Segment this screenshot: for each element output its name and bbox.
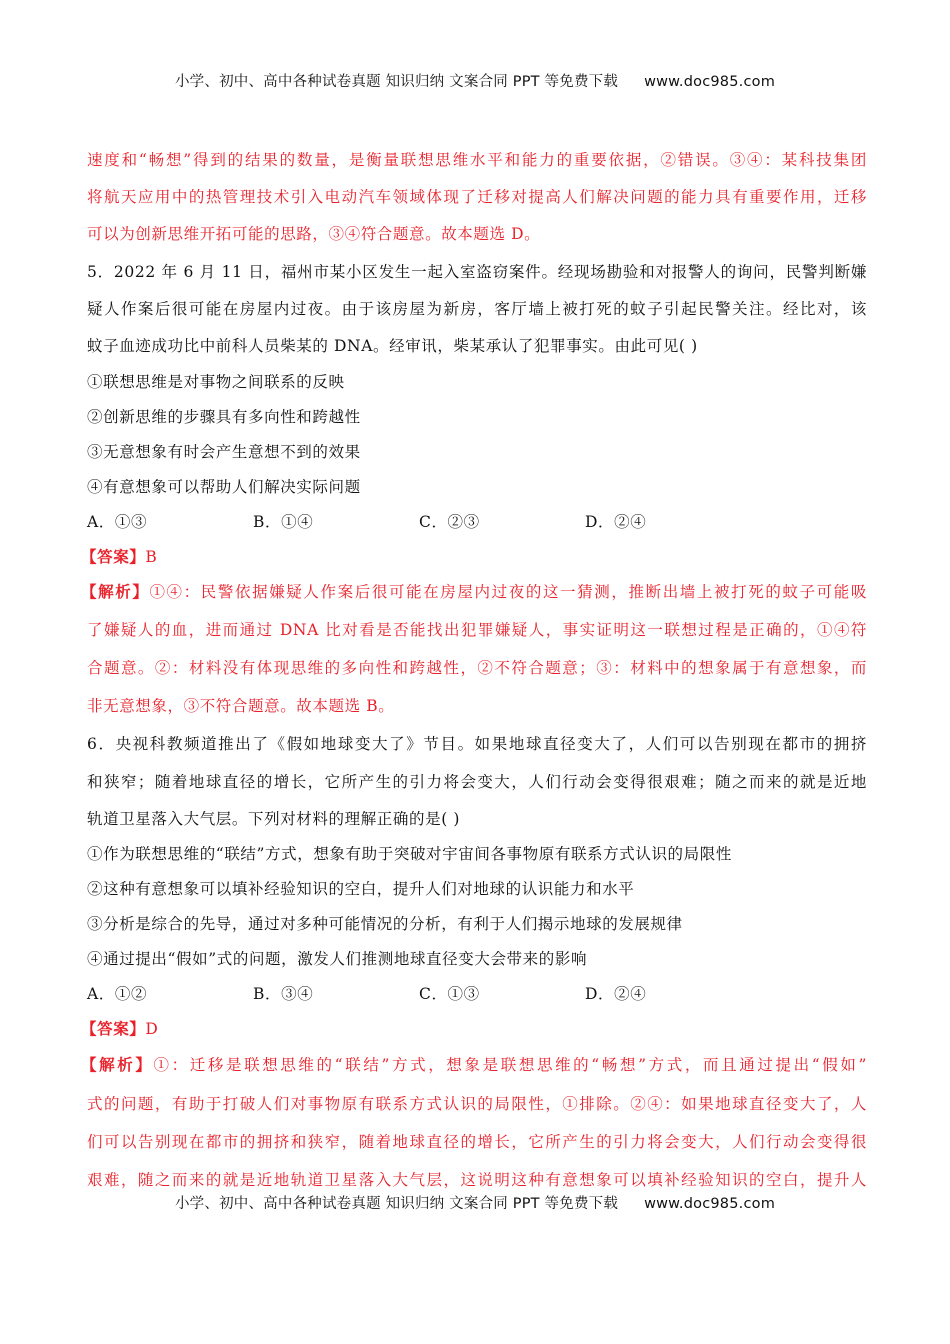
- page-footer: [0, 1192, 950, 1213]
- q6-options: [87, 982, 867, 1004]
- q6-option-c: C．①③: [419, 985, 480, 1003]
- q5-analysis-line: 合题意。②：材料没有体现思维的多向性和跨越性，②不符合题意；③：材料中的想象属于有意想象，而: [87, 659, 867, 677]
- q5-stem-line: 疑人作案后很可能在房屋内过夜。由于该房屋为新房，客厅墙上被打死的蚊子引起民警关注。经比对，该: [87, 300, 867, 318]
- q5-statement: ④有意想象可以帮助人们解决实际问题: [87, 478, 361, 496]
- q5-statement: ①联想思维是对事物之间联系的反映: [87, 373, 345, 391]
- q5-stem-line: 5．2022 年 6 月 11 日，福州市某小区发生一起入室盗窃案件。经现场勘验和对报警人的询问，民警判断嫌: [87, 263, 867, 281]
- q5-options: [87, 510, 867, 532]
- q6-analysis-line: 式的问题，有助于打破人们对事物原有联系方式认识的局限性，①排除。②④：如果地球直径变大了，人: [87, 1095, 867, 1113]
- q6-option-d: D．②④: [585, 985, 647, 1003]
- answer-label: 【答案】: [81, 547, 146, 566]
- analysis-label: 【解析】: [81, 582, 150, 601]
- q6-statement: ①作为联想思维的“联结”方式，想象有助于突破对宇宙间各事物原有联系方式认识的局限性: [87, 845, 732, 863]
- prev-analysis-line: 可以为创新思维开拓可能的思路，③④符合题意。故本题选 D。: [87, 225, 541, 243]
- page-header: [0, 70, 950, 91]
- q6-stem-line: 轨道卫星落入大气层。下列对材料的理解正确的是( ): [87, 810, 461, 828]
- prev-analysis-line: 将航天应用中的热管理技术引入电动汽车领域体现了迁移对提高人们解决问题的能力具有重要作用，迁移: [87, 188, 867, 206]
- q6-statement: ②这种有意想象可以填补经验知识的空白，提升人们对地球的认识能力和水平: [87, 880, 635, 898]
- answer-value: D: [145, 1020, 159, 1038]
- footer-text: 小学、初中、高中各种试卷真题 知识归纳 文案合同 PPT 等免费下载: [174, 1196, 619, 1212]
- q6-stem-line: 和狭窄；随着地球直径的增长，它所产生的引力将会变大，人们行动会变得很艰难；随之而来的就是近地: [87, 773, 867, 791]
- prev-analysis-line: 速度和“畅想”得到的结果的数量，是衡量联想思维水平和能力的重要依据，②错误。③④：某科技集团: [87, 151, 867, 169]
- q5-statement: ③无意想象有时会产生意想不到的效果: [87, 443, 361, 461]
- q5-statement: ②创新思维的步骤具有多向性和跨越性: [87, 408, 361, 426]
- q5-stem-line: 蚊子血迹成功比中前科人员柴某的 DNA。经审讯，柴某承认了犯罪事实。由此可见( ): [87, 337, 698, 355]
- q6-statement: ④通过提出“假如”式的问题，激发人们推测地球直径变大会带来的影响: [87, 950, 588, 968]
- q5-option-a: A．①③: [87, 513, 148, 531]
- q6-answer: [81, 1017, 867, 1039]
- analysis-text: ①④：民警依据嫌疑人作案后很可能在房屋内过夜的这一猜测，推断出墙上被打死的蚊子可能吸: [149, 583, 867, 601]
- header-url[interactable]: www.doc985.com: [644, 74, 776, 90]
- answer-value: B: [145, 548, 158, 566]
- q5-analysis-line: 了嫌疑人的血，进而通过 DNA 比对看是否能找出犯罪嫌疑人，事实证明这一联想过程是正确的，①④符: [87, 621, 867, 639]
- q5-option-c: C．②③: [419, 513, 480, 531]
- q6-analysis-line: [81, 1053, 867, 1075]
- q5-analysis-line: [81, 580, 867, 602]
- q6-option-a: A．①②: [87, 985, 148, 1003]
- answer-label: 【答案】: [81, 1019, 146, 1038]
- q5-option-b: B．①④: [253, 513, 314, 531]
- analysis-text: ①：迁移是联想思维的“联结”方式，想象是联想思维的“畅想”方式，而且通过提出“假如”: [153, 1056, 867, 1074]
- q5-option-d: D．②④: [585, 513, 647, 531]
- q5-answer: [81, 545, 867, 567]
- analysis-label: 【解析】: [81, 1055, 154, 1074]
- footer-url[interactable]: www.doc985.com: [644, 1196, 776, 1212]
- q6-analysis-line: 艰难，随之而来的就是近地轨道卫星落入大气层，这说明这种有意想象可以填补经验知识的空白，提升人: [87, 1171, 867, 1189]
- header-text: 小学、初中、高中各种试卷真题 知识归纳 文案合同 PPT 等免费下载: [174, 74, 619, 90]
- q6-statement: ③分析是综合的先导，通过对多种可能情况的分析，有利于人们揭示地球的发展规律: [87, 915, 683, 933]
- q6-option-b: B．③④: [253, 985, 314, 1003]
- q6-stem-line: 6．央视科教频道推出了《假如地球变大了》节目。如果地球直径变大了，人们可以告别现在都市的拥挤: [87, 735, 867, 753]
- q5-analysis-line: 非无意想象，③不符合题意。故本题选 B。: [87, 697, 395, 715]
- q6-analysis-line: 们可以告别现在都市的拥挤和狭窄，随着地球直径的增长，它所产生的引力将会变大，人们行动会变得很: [87, 1133, 867, 1151]
